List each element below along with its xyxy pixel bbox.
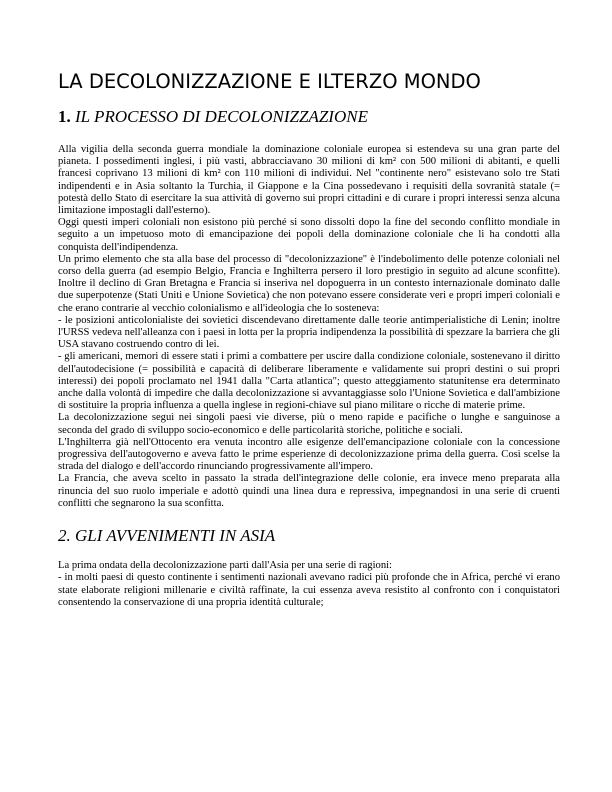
section-1-number: 1. bbox=[58, 107, 71, 126]
section-1-paragraph-8: La Francia, che aveva scelto in passato la strada dell'integrazione delle colonie, era invece meno preparata alla rinuncia del suo ruolo imperiale e adottò quindi una linea dura e repressiva, impegnandosi in una serie di cruenti conflitti che segnarono la sua sconfitta. bbox=[58, 473, 560, 509]
section-1-paragraph-4: - le posizioni anticolonialiste dei sovietici discendevano direttamente dalle teorie antimperialistiche di Lenin; inoltre l'URSS vedeva nell'alleanza con i paesi in lotta per la propria indipendenza la possibilità di spezzare la barriera che gli USA stavano costruendo contro di lei. bbox=[58, 314, 560, 351]
section-2-paragraph-1: La prima ondata della decolonizzazione partì dall'Asia per una serie di ragioni: bbox=[58, 560, 393, 572]
section-1-paragraph-7: L'Inghilterra già nell'Ottocento era venuta incontro alle esigenze dell'emancipazione coloniale con la concessione progressiva dell'autogoverno e aveva fatto le prime esperienze di decolonizzazione prima della guerra. Così scelse la strada del dialogo e dell'accordo rinunciando progressivamente all'impero. bbox=[58, 436, 560, 473]
section-1-paragraph-2: Oggi questi imperi coloniali non esistono più perché si sono dissolti dopo la fine del secondo conflitto mondiale in seguito a un impetuoso moto di emancipazione dei popoli della dominazione coloniale che li ha condotti alla conquista dell'indipendenza. bbox=[58, 217, 560, 253]
section-2-paragraph-2: - in molti paesi di questo continente i sentimenti nazionali avevano radici più profonde che in Africa, perché vi erano state elaborate religioni millenarie e civiltà raffinate, la cui essenza aveva resistito al confronto con i conquistatori consentendo la conservazione di una propria identità culturale; bbox=[58, 572, 560, 608]
section-1-paragraph-1: Alla vigilia della seconda guerra mondiale la dominazione coloniale europea si estendeva su una gran parte del pianeta. I possedimenti inglesi, i più vasti, abbracciavano 30 milioni di km² con 500 milioni di abitanti, e quelli francesi coprivano 13 milioni di km² con 110 milioni di individui. Nel "continente nero" esistevano solo tre Stati indipendenti e in Asia soltanto la Turchia, il Giappone e la Cina possedevano i requisiti della sovranità statale (= potestà dello Stato di esercitare la sua attività di governo sui propri cittadini e di curare i propri interessi senza alcuna limitazione impostagli dall'esterno). bbox=[58, 144, 560, 217]
section-2-heading: 2. GLI AVVENIMENTI IN ASIA bbox=[58, 526, 276, 546]
section-1-title: IL PROCESSO DI DECOLONIZZAZIONE bbox=[75, 107, 368, 126]
section-1-paragraph-5: - gli americani, memori di essere stati i primi a combattere per uscire dalla condizione coloniale, sostenevano il diritto dell'autodecisione (= possibilità e capacità di deliberare liberamente e validamente sui propri destini o sui propri interessi) dei popoli proclamato nel 1941 dalla "Carta atlantica"; questo atteggiamento statunitense era determinato anche dalla volontà di impedire che dalla decolonizzazione si avvantaggiasse solo l'Unione Sovietica e dall'ambizione di sostituire la propria influenza a quella inglese in regioni-chiave sul piano militare o ricche di materie prime. bbox=[58, 351, 560, 412]
document-title: LA DECOLONIZZAZIONE E ILTERZO MONDO bbox=[58, 70, 481, 93]
section-1-heading bbox=[58, 107, 560, 127]
section-1-paragraph-3: Un primo elemento che sta alla base del processo di "decolonizzazione" è l'indebolimento delle potenze coloniali nel corso della guerra (ad esempio Belgio, Francia e Inghilterra persero il loro prestigio in seguito ad alcune sconfitte). Inoltre il declino di Gran Bretagna e Francia si inseriva nel dopoguerra in un contesto internazionale dominato dalle due superpotenze (Stati Uniti e Unione Sovietica) che non potevano essere considerate veri e propri imperi coloniali e che erano contrarie al vecchio colonialismo e all'ideologia che lo sosteneva: bbox=[58, 253, 560, 314]
section-1-paragraph-6: La decolonizzazione seguì nei singoli paesi vie diverse, più o meno rapide e pacifiche o lunghe e sanguinose a seconda del grado di sviluppo socio-economico e delle particolarità storiche, politiche e sociali. bbox=[58, 412, 560, 436]
